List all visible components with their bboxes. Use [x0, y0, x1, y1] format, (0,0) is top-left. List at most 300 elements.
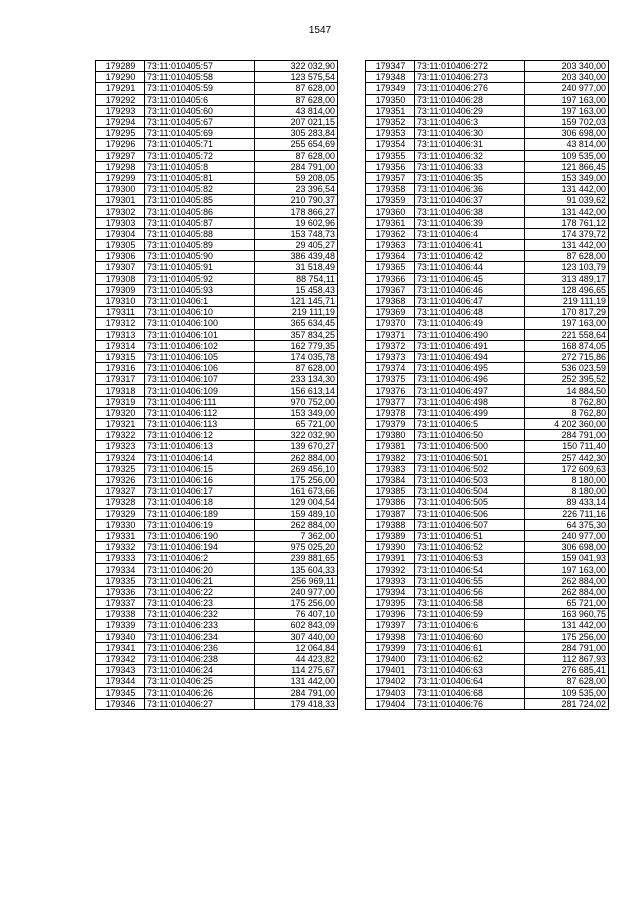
row-number: 179328 — [96, 497, 145, 508]
row-number: 179368 — [366, 295, 415, 306]
table-row — [366, 698, 609, 709]
cadastral-number: 73:11:010406:102 — [145, 340, 255, 351]
row-number: 179300 — [96, 184, 145, 195]
amount: 87 628,00 — [525, 676, 609, 687]
table-row — [366, 351, 609, 362]
table-row — [96, 184, 338, 195]
cadastral-number: 73:11:010406:54 — [415, 564, 525, 575]
amount: 284 791,00 — [255, 687, 338, 698]
row-number: 179318 — [96, 385, 145, 396]
amount: 8 762,80 — [525, 396, 609, 407]
cadastral-number: 73:11:010406:499 — [415, 407, 525, 418]
cadastral-number: 73:11:010406:273 — [415, 72, 525, 83]
table-row — [96, 508, 338, 519]
row-number: 179331 — [96, 530, 145, 541]
cadastral-number: 73:11:010406:504 — [415, 486, 525, 497]
cadastral-number: 73:11:010406:105 — [145, 351, 255, 362]
table-row — [96, 497, 338, 508]
cadastral-number: 73:11:010406:107 — [145, 374, 255, 385]
row-number: 179340 — [96, 631, 145, 642]
amount: 226 711,16 — [525, 508, 609, 519]
row-number: 179334 — [96, 564, 145, 575]
amount: 162 779,35 — [255, 340, 338, 351]
row-number: 179378 — [366, 407, 415, 418]
amount: 87 628,00 — [255, 363, 338, 374]
cadastral-number: 73:11:010406:505 — [415, 497, 525, 508]
cadastral-number: 73:11:010405:91 — [145, 262, 255, 273]
amount: 197 163,00 — [525, 318, 609, 329]
row-number: 179349 — [366, 83, 415, 94]
row-number: 179294 — [96, 116, 145, 127]
row-number: 179341 — [96, 642, 145, 653]
row-number: 179295 — [96, 128, 145, 139]
row-number: 179312 — [96, 318, 145, 329]
row-number: 179307 — [96, 262, 145, 273]
amount: 64 375,30 — [525, 519, 609, 530]
amount: 233 134,30 — [255, 374, 338, 385]
row-number: 179354 — [366, 139, 415, 150]
cadastral-number: 73:11:010406:495 — [415, 363, 525, 374]
cadastral-number: 73:11:010406:18 — [145, 497, 255, 508]
amount: 322 032,90 — [255, 430, 338, 441]
amount: 135 604,33 — [255, 564, 338, 575]
table-row — [366, 676, 609, 687]
cadastral-number: 73:11:010406:60 — [415, 631, 525, 642]
table-row — [366, 642, 609, 653]
table-row — [96, 195, 338, 206]
cadastral-number: 73:11:010406:26 — [145, 687, 255, 698]
row-number: 179297 — [96, 150, 145, 161]
table-row — [96, 116, 338, 127]
row-number: 179325 — [96, 463, 145, 474]
cadastral-number: 73:11:010406:17 — [145, 486, 255, 497]
cadastral-number: 73:11:010405:60 — [145, 105, 255, 116]
amount: 131 442,00 — [525, 206, 609, 217]
cadastral-number: 73:11:010406:19 — [145, 519, 255, 530]
row-number: 179355 — [366, 150, 415, 161]
amount: 23 396,54 — [255, 184, 338, 195]
row-number: 179303 — [96, 217, 145, 228]
table-row — [96, 295, 338, 306]
row-number: 179316 — [96, 363, 145, 374]
amount: 131 442,00 — [255, 676, 338, 687]
row-number: 179345 — [96, 687, 145, 698]
row-number: 179309 — [96, 284, 145, 295]
table-row — [96, 441, 338, 452]
amount: 153 349,00 — [525, 172, 609, 183]
amount: 281 724,02 — [525, 698, 609, 709]
cadastral-number: 73:11:010406:47 — [415, 295, 525, 306]
cadastral-number: 73:11:010406:491 — [415, 340, 525, 351]
row-number: 179373 — [366, 351, 415, 362]
row-number: 179327 — [96, 486, 145, 497]
table-row — [366, 172, 609, 183]
table-row — [366, 228, 609, 239]
cadastral-number: 73:11:010406:23 — [145, 598, 255, 609]
amount: 602 843,09 — [255, 620, 338, 631]
row-number: 179372 — [366, 340, 415, 351]
row-number: 179302 — [96, 206, 145, 217]
cadastral-number: 73:11:010406:233 — [145, 620, 255, 631]
amount: 221 558,64 — [525, 329, 609, 340]
table-row — [366, 374, 609, 385]
amount: 276 685,41 — [525, 665, 609, 676]
table-row — [366, 419, 609, 430]
table-row — [366, 586, 609, 597]
amount: 240 977,00 — [525, 530, 609, 541]
cadastral-number: 73:11:010406:194 — [145, 542, 255, 553]
amount: 89 433,14 — [525, 497, 609, 508]
amount: 8 180,00 — [525, 486, 609, 497]
amount: 31 518,49 — [255, 262, 338, 273]
table-row — [96, 407, 338, 418]
row-number: 179321 — [96, 419, 145, 430]
amount: 87 628,00 — [255, 83, 338, 94]
cadastral-number: 73:11:010406:33 — [415, 161, 525, 172]
table-row — [366, 653, 609, 664]
amount: 975 025,20 — [255, 542, 338, 553]
row-number: 179361 — [366, 217, 415, 228]
row-number: 179399 — [366, 642, 415, 653]
table-row — [96, 262, 338, 273]
cadastral-number: 73:11:010406:16 — [145, 474, 255, 485]
row-number: 179344 — [96, 676, 145, 687]
row-number: 179315 — [96, 351, 145, 362]
table-row — [366, 206, 609, 217]
row-number: 179393 — [366, 575, 415, 586]
row-number: 179404 — [366, 698, 415, 709]
table-row — [96, 385, 338, 396]
table-row — [366, 407, 609, 418]
amount: 159 489,10 — [255, 508, 338, 519]
row-number: 179374 — [366, 363, 415, 374]
amount: 284 791,00 — [525, 430, 609, 441]
table-row — [366, 396, 609, 407]
amount: 109 535,00 — [525, 150, 609, 161]
table-row — [366, 430, 609, 441]
table-row — [96, 519, 338, 530]
amount: 8 180,00 — [525, 474, 609, 485]
amount: 159 041,93 — [525, 553, 609, 564]
amount: 121 145,71 — [255, 295, 338, 306]
table-row — [366, 575, 609, 586]
table-row — [366, 542, 609, 553]
table-row — [366, 452, 609, 463]
row-number: 179383 — [366, 463, 415, 474]
table-row — [96, 128, 338, 139]
row-number: 179293 — [96, 105, 145, 116]
row-number: 179353 — [366, 128, 415, 139]
row-number: 179385 — [366, 486, 415, 497]
cadastral-number: 73:11:010406:494 — [415, 351, 525, 362]
cadastral-number: 73:11:010406:50 — [415, 430, 525, 441]
cadastral-number: 73:11:010405:72 — [145, 150, 255, 161]
row-number: 179347 — [366, 61, 415, 72]
amount: 153 349,00 — [255, 407, 338, 418]
row-number: 179348 — [366, 72, 415, 83]
table-row — [366, 105, 609, 116]
table-row — [96, 318, 338, 329]
row-number: 179357 — [366, 172, 415, 183]
table-row — [96, 598, 338, 609]
table-row — [96, 61, 338, 72]
amount: 163 960,75 — [525, 609, 609, 620]
row-number: 179362 — [366, 228, 415, 239]
cadastral-number: 73:11:010406:32 — [415, 150, 525, 161]
cadastral-number: 73:11:010406:21 — [145, 575, 255, 586]
row-number: 179367 — [366, 284, 415, 295]
cadastral-number: 73:11:010405:57 — [145, 61, 255, 72]
table-row — [96, 698, 338, 709]
cadastral-number: 73:11:010406:58 — [415, 598, 525, 609]
row-number: 179291 — [96, 83, 145, 94]
row-number: 179394 — [366, 586, 415, 597]
cadastral-number: 73:11:010405:59 — [145, 83, 255, 94]
amount: 121 866,45 — [525, 161, 609, 172]
row-number: 179365 — [366, 262, 415, 273]
row-number: 179292 — [96, 94, 145, 105]
row-number: 179311 — [96, 307, 145, 318]
cadastral-number: 73:11:010406:52 — [415, 542, 525, 553]
table-row — [96, 676, 338, 687]
amount: 123 575,54 — [255, 72, 338, 83]
table-row — [366, 262, 609, 273]
row-number: 179380 — [366, 430, 415, 441]
row-number: 179335 — [96, 575, 145, 586]
table-row — [366, 620, 609, 631]
cadastral-number: 73:11:010405:71 — [145, 139, 255, 150]
cadastral-number: 73:11:010406:76 — [415, 698, 525, 709]
cadastral-number: 73:11:010406:272 — [415, 61, 525, 72]
cadastral-number: 73:11:010406:59 — [415, 609, 525, 620]
cadastral-number: 73:11:010406:6 — [415, 620, 525, 631]
amount: 161 673,66 — [255, 486, 338, 497]
row-number: 179320 — [96, 407, 145, 418]
row-number: 179343 — [96, 665, 145, 676]
cadastral-number: 73:11:010406:37 — [415, 195, 525, 206]
row-number: 179337 — [96, 598, 145, 609]
table-row — [96, 206, 338, 217]
cadastral-number: 73:11:010406:62 — [415, 653, 525, 664]
row-number: 179314 — [96, 340, 145, 351]
table-row — [366, 318, 609, 329]
amount: 197 163,00 — [525, 105, 609, 116]
amount: 123 103,79 — [525, 262, 609, 273]
left-table — [95, 60, 338, 710]
row-number: 179403 — [366, 687, 415, 698]
cadastral-number: 73:11:010406:53 — [415, 553, 525, 564]
amount: 43 814,00 — [525, 139, 609, 150]
table-row — [96, 530, 338, 541]
row-number: 179317 — [96, 374, 145, 385]
row-number: 179363 — [366, 240, 415, 251]
row-number: 179381 — [366, 441, 415, 452]
table-row — [96, 94, 338, 105]
amount: 284 791,00 — [255, 161, 338, 172]
cadastral-number: 73:11:010406:101 — [145, 329, 255, 340]
cadastral-number: 73:11:010406:63 — [415, 665, 525, 676]
row-number: 179330 — [96, 519, 145, 530]
amount: 76 407,10 — [255, 609, 338, 620]
cadastral-number: 73:11:010405:89 — [145, 240, 255, 251]
amount: 65 721,00 — [525, 598, 609, 609]
table-row — [96, 620, 338, 631]
amount: 139 670,27 — [255, 441, 338, 452]
amount: 8 762,80 — [525, 407, 609, 418]
table-row — [96, 463, 338, 474]
amount: 174 379,72 — [525, 228, 609, 239]
table-row — [96, 374, 338, 385]
amount: 14 884,50 — [525, 385, 609, 396]
row-number: 179375 — [366, 374, 415, 385]
table-row — [96, 586, 338, 597]
amount: 175 256,00 — [255, 598, 338, 609]
amount: 174 035,78 — [255, 351, 338, 362]
amount: 262 884,00 — [525, 575, 609, 586]
cadastral-number: 73:11:010406:4 — [415, 228, 525, 239]
amount: 87 628,00 — [255, 150, 338, 161]
cadastral-number: 73:11:010406:30 — [415, 128, 525, 139]
table-row — [366, 687, 609, 698]
row-number: 179386 — [366, 497, 415, 508]
amount: 59 208,05 — [255, 172, 338, 183]
cadastral-number: 73:11:010406:56 — [415, 586, 525, 597]
cadastral-number: 73:11:010406:112 — [145, 407, 255, 418]
amount: 88 754,11 — [255, 273, 338, 284]
row-number: 179358 — [366, 184, 415, 195]
cadastral-number: 73:11:010406:236 — [145, 642, 255, 653]
amount: 170 817,29 — [525, 307, 609, 318]
right-table — [365, 60, 609, 710]
table-row — [96, 72, 338, 83]
cadastral-number: 73:11:010405:81 — [145, 172, 255, 183]
row-number: 179377 — [366, 396, 415, 407]
cadastral-number: 73:11:010406:46 — [415, 284, 525, 295]
cadastral-number: 73:11:010406:48 — [415, 307, 525, 318]
row-number: 179289 — [96, 61, 145, 72]
amount: 313 489,17 — [525, 273, 609, 284]
amount: 91 039,62 — [525, 195, 609, 206]
cadastral-number: 73:11:010406:3 — [415, 116, 525, 127]
table-row — [96, 396, 338, 407]
cadastral-number: 73:11:010406:14 — [145, 452, 255, 463]
table-row — [96, 474, 338, 485]
amount: 262 884,00 — [525, 586, 609, 597]
table-row — [96, 665, 338, 676]
amount: 262 884,00 — [255, 519, 338, 530]
cadastral-number: 73:11:010405:86 — [145, 206, 255, 217]
amount: 159 702,03 — [525, 116, 609, 127]
table-row — [96, 329, 338, 340]
cadastral-number: 73:11:010405:92 — [145, 273, 255, 284]
cadastral-number: 73:11:010406:1 — [145, 295, 255, 306]
table-row — [96, 284, 338, 295]
table-row — [366, 295, 609, 306]
row-number: 179324 — [96, 452, 145, 463]
table-row — [96, 161, 338, 172]
cadastral-number: 73:11:010406:27 — [145, 698, 255, 709]
table-row — [96, 430, 338, 441]
table-row — [96, 150, 338, 161]
amount: 307 440,00 — [255, 631, 338, 642]
cadastral-number: 73:11:010406:490 — [415, 329, 525, 340]
table-row — [366, 139, 609, 150]
cadastral-number: 73:11:010406:15 — [145, 463, 255, 474]
amount: 128 496,65 — [525, 284, 609, 295]
row-number: 179364 — [366, 251, 415, 262]
cadastral-number: 73:11:010406:42 — [415, 251, 525, 262]
row-number: 179401 — [366, 665, 415, 676]
table-row — [96, 564, 338, 575]
amount: 207 021,15 — [255, 116, 338, 127]
table-row — [96, 83, 338, 94]
cadastral-number: 73:11:010405:82 — [145, 184, 255, 195]
table-row — [366, 284, 609, 295]
table-row — [96, 687, 338, 698]
row-number: 179342 — [96, 653, 145, 664]
table-row — [366, 665, 609, 676]
cadastral-number: 73:11:010406:2 — [145, 553, 255, 564]
cadastral-number: 73:11:010406:5 — [415, 419, 525, 430]
cadastral-number: 73:11:010406:502 — [415, 463, 525, 474]
amount: 219 111,19 — [255, 307, 338, 318]
cadastral-number: 73:11:010406:10 — [145, 307, 255, 318]
table-row — [366, 217, 609, 228]
amount: 239 881,65 — [255, 553, 338, 564]
row-number: 179308 — [96, 273, 145, 284]
amount: 153 748,73 — [255, 228, 338, 239]
row-number: 179388 — [366, 519, 415, 530]
table-row — [366, 251, 609, 262]
row-number: 179382 — [366, 452, 415, 463]
table-row — [366, 329, 609, 340]
amount: 306 698,00 — [525, 128, 609, 139]
table-row — [96, 307, 338, 318]
row-number: 179390 — [366, 542, 415, 553]
table-row — [366, 150, 609, 161]
cadastral-number: 73:11:010406:106 — [145, 363, 255, 374]
row-number: 179310 — [96, 295, 145, 306]
row-number: 179305 — [96, 240, 145, 251]
amount: 19 602,96 — [255, 217, 338, 228]
cadastral-number: 73:11:010406:35 — [415, 172, 525, 183]
cadastral-number: 73:11:010406:20 — [145, 564, 255, 575]
row-number: 179402 — [366, 676, 415, 687]
cadastral-number: 73:11:010406:24 — [145, 665, 255, 676]
amount: 305 283,84 — [255, 128, 338, 139]
cadastral-number: 73:11:010406:503 — [415, 474, 525, 485]
amount: 131 442,00 — [525, 240, 609, 251]
cadastral-number: 73:11:010405:85 — [145, 195, 255, 206]
cadastral-number: 73:11:010406:61 — [415, 642, 525, 653]
cadastral-number: 73:11:010406:501 — [415, 452, 525, 463]
cadastral-number: 73:11:010406:25 — [145, 676, 255, 687]
amount: 129 004,54 — [255, 497, 338, 508]
cadastral-number: 73:11:010406:100 — [145, 318, 255, 329]
table-row — [96, 251, 338, 262]
cadastral-number: 73:11:010406:496 — [415, 374, 525, 385]
amount: 240 977,00 — [255, 586, 338, 597]
table-row — [96, 240, 338, 251]
row-number: 179298 — [96, 161, 145, 172]
table-row — [366, 195, 609, 206]
cadastral-number: 73:11:010406:232 — [145, 609, 255, 620]
amount: 272 715,86 — [525, 351, 609, 362]
amount: 168 874,05 — [525, 340, 609, 351]
cadastral-number: 73:11:010406:49 — [415, 318, 525, 329]
table-row — [366, 564, 609, 575]
table-row — [96, 273, 338, 284]
